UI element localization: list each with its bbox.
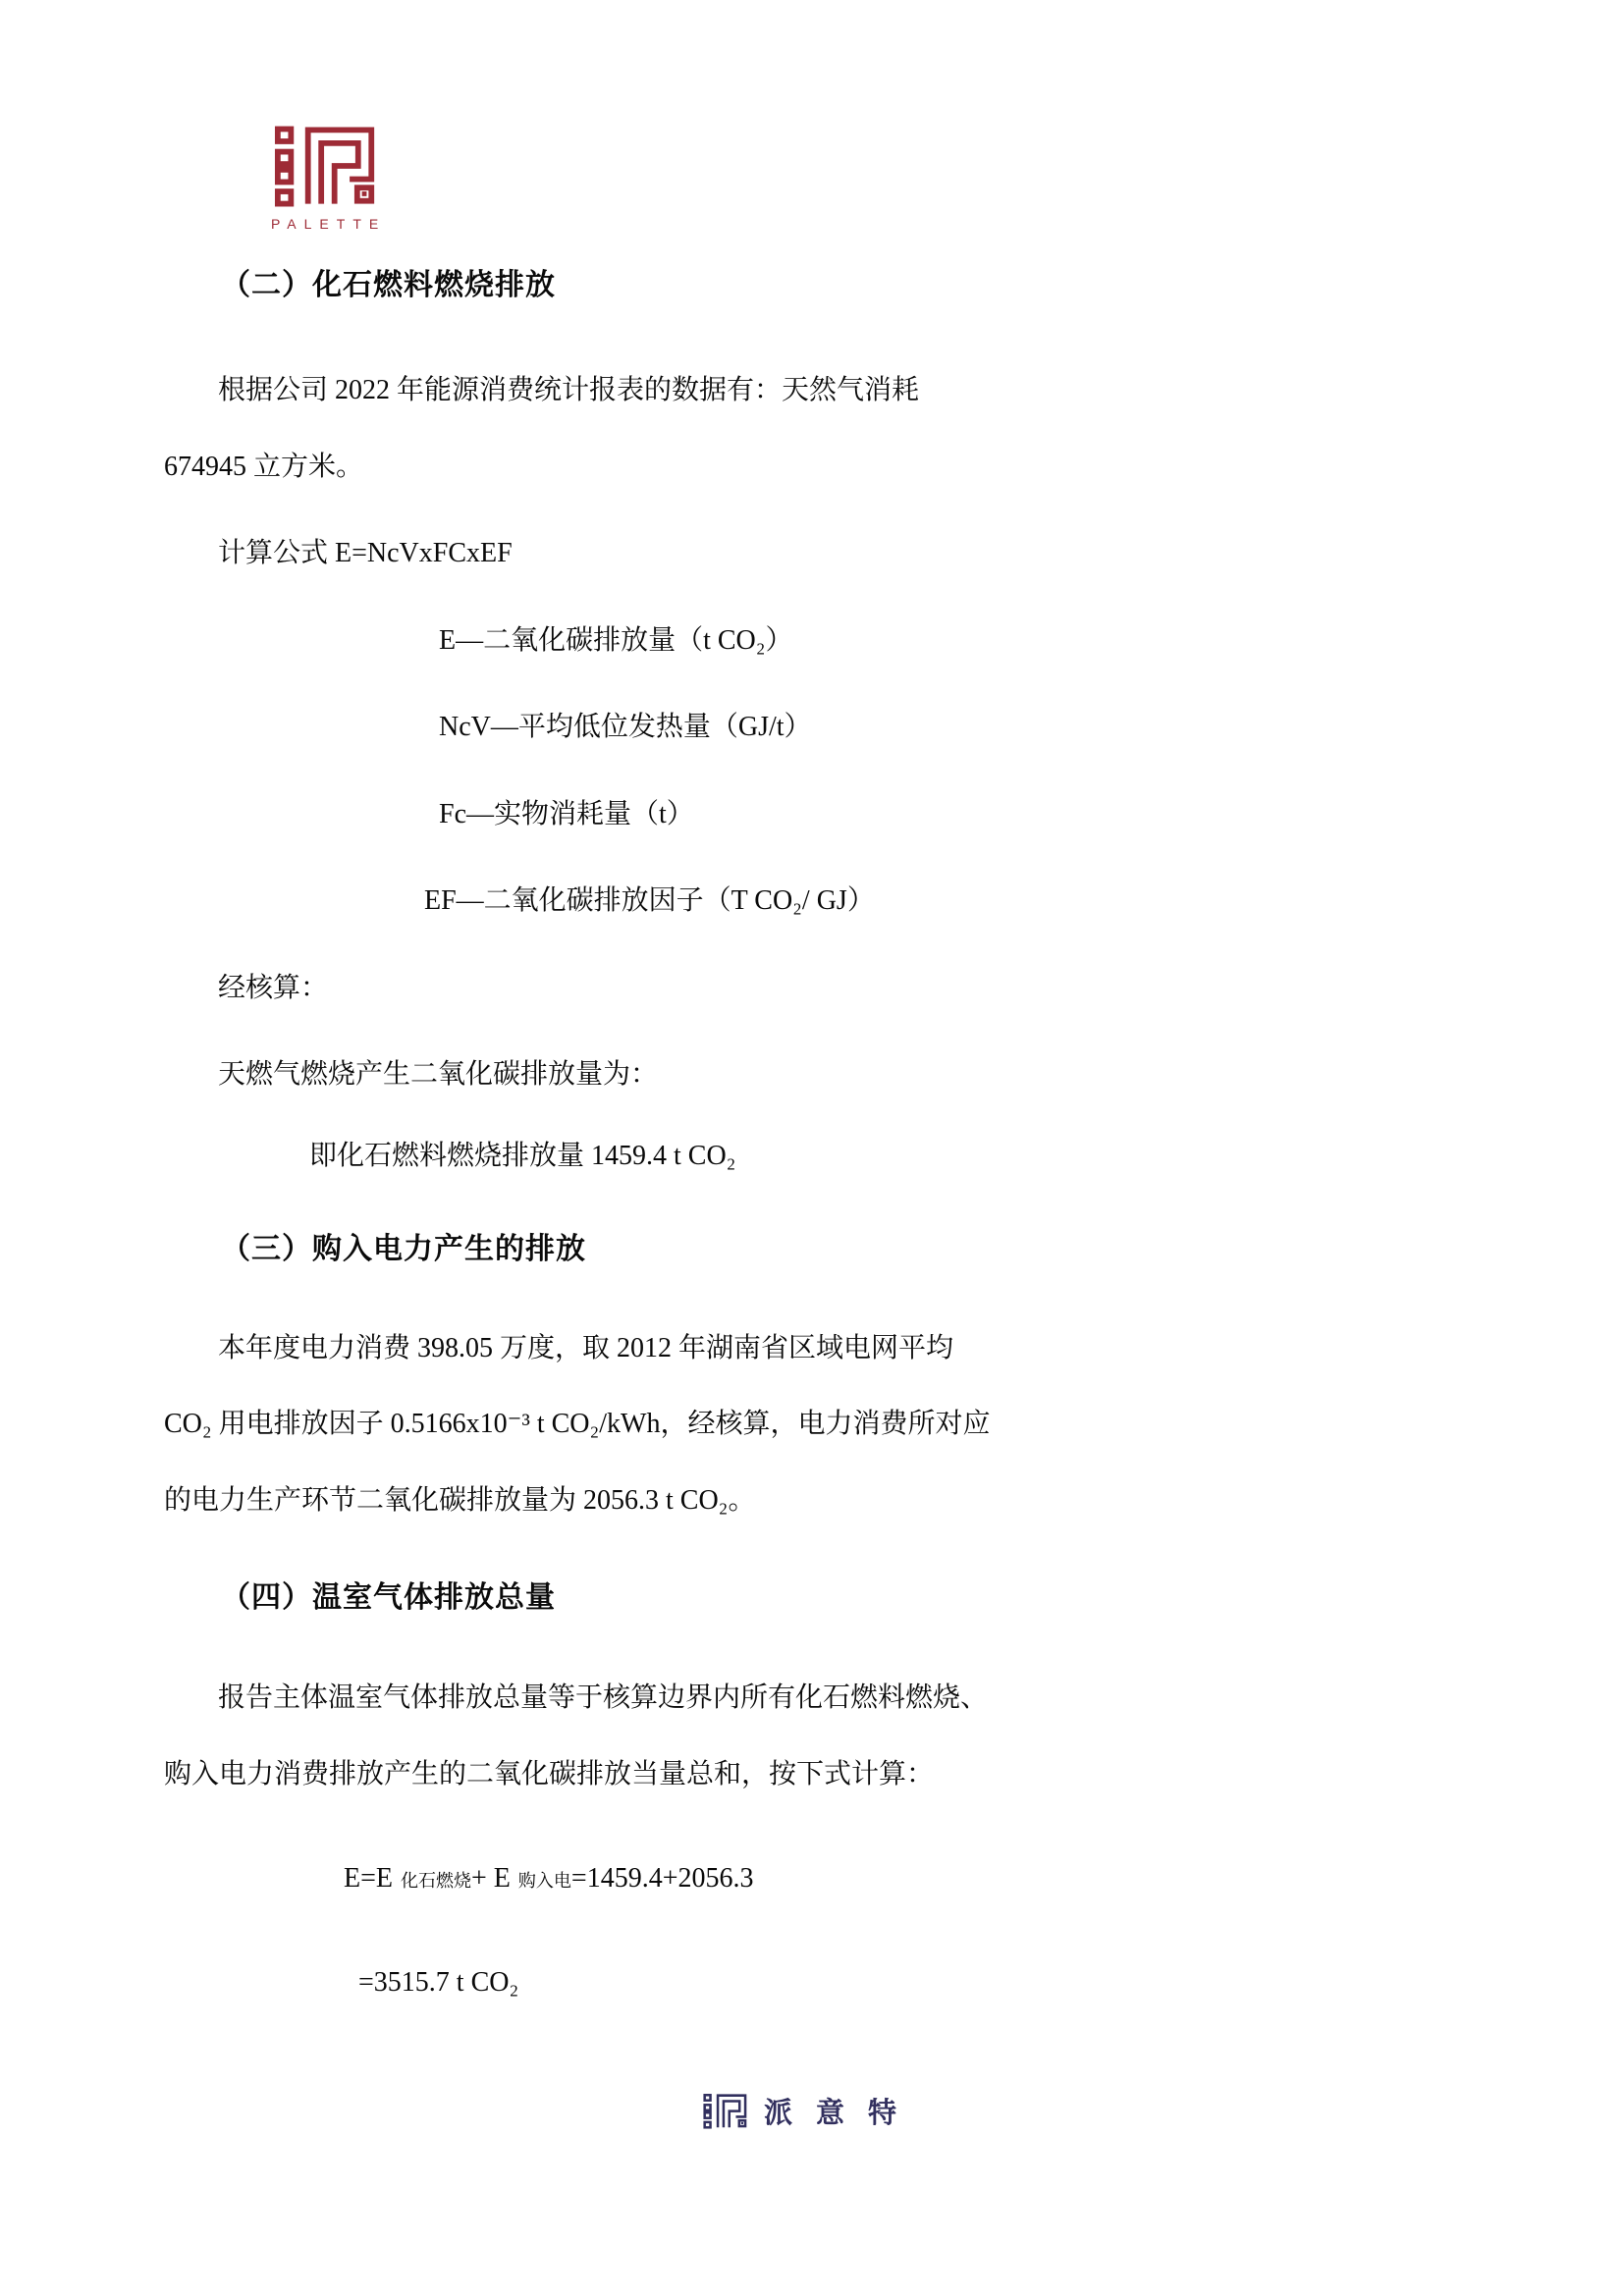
section-heading-purchased-electricity: （三）购入电力产生的排放 [221,1233,586,1265]
formula-rhs: =1459.4+2056.3 [570,1863,754,1894]
definition-line-ef: EF—二氧化碳排放因子（T CO₂/ GJ） [424,885,875,916]
definition-line-e: E—二氧化碳排放量（t CO₂） [439,625,793,656]
paragraph-line: 本年度电力消费 398.05 万度，取 2012 年湖南省区域电网平均 [218,1333,954,1363]
paragraph-line: 经核算： [218,973,329,1003]
formula-subscript-electricity: 购入电 [517,1871,571,1891]
paragraph-line: 购入电力消费排放产生的二氧化碳排放当量总和，按下式计算： [164,1759,935,1789]
definition-line-ncv: NcV—平均低位发热量（GJ/t） [439,712,812,742]
section-heading-total-ghg: （四）温室气体排放总量 [221,1581,556,1614]
maze-logo-icon [274,124,378,210]
header-brand-wordmark: PALETTE [271,216,387,232]
paragraph-line: 674945 立方米。 [164,452,364,482]
formula-plus-term: + E [471,1863,511,1894]
total-emission-formula-line [344,1861,754,1896]
paragraph-line: 报告主体温室气体排放总量等于核算边界内所有化石燃料燃烧、 [218,1682,989,1713]
fossil-emission-result-line: 即化石燃料燃烧排放量 1459.4 t CO₂ [309,1141,736,1171]
definition-line-fc: Fc—实物消耗量（t） [439,799,694,829]
formula-subscript-fossil: 化石燃烧 [401,1871,471,1891]
formula-intro-line: 计算公式 E=NcVxFCxEF [218,538,513,568]
paragraph-line: 根据公司 2022 年能源消费统计报表的数据有：天然气消耗 [218,375,920,405]
paragraph-line: 的电力生产环节二氧化碳排放量为 2056.3 t CO₂。 [164,1485,756,1516]
section-heading-fossil-fuel: （二）化石燃料燃烧排放 [221,269,556,301]
footer-brand-wordmark: 派意特 [764,2098,921,2129]
footer-brand-logo [703,2091,920,2131]
maze-logo-icon [703,2093,748,2130]
header-brand-logo [271,124,387,232]
paragraph-line: CO₂ 用电排放因子 0.5166x10⁻³ t CO₂/kWh，经核算，电力消费所对应 [164,1409,991,1439]
total-emission-result-line: =3515.7 t CO₂ [358,1967,519,1998]
formula-lhs: E=E [344,1863,393,1894]
paragraph-line: 天燃气燃烧产生二氧化碳排放量为： [218,1059,659,1090]
